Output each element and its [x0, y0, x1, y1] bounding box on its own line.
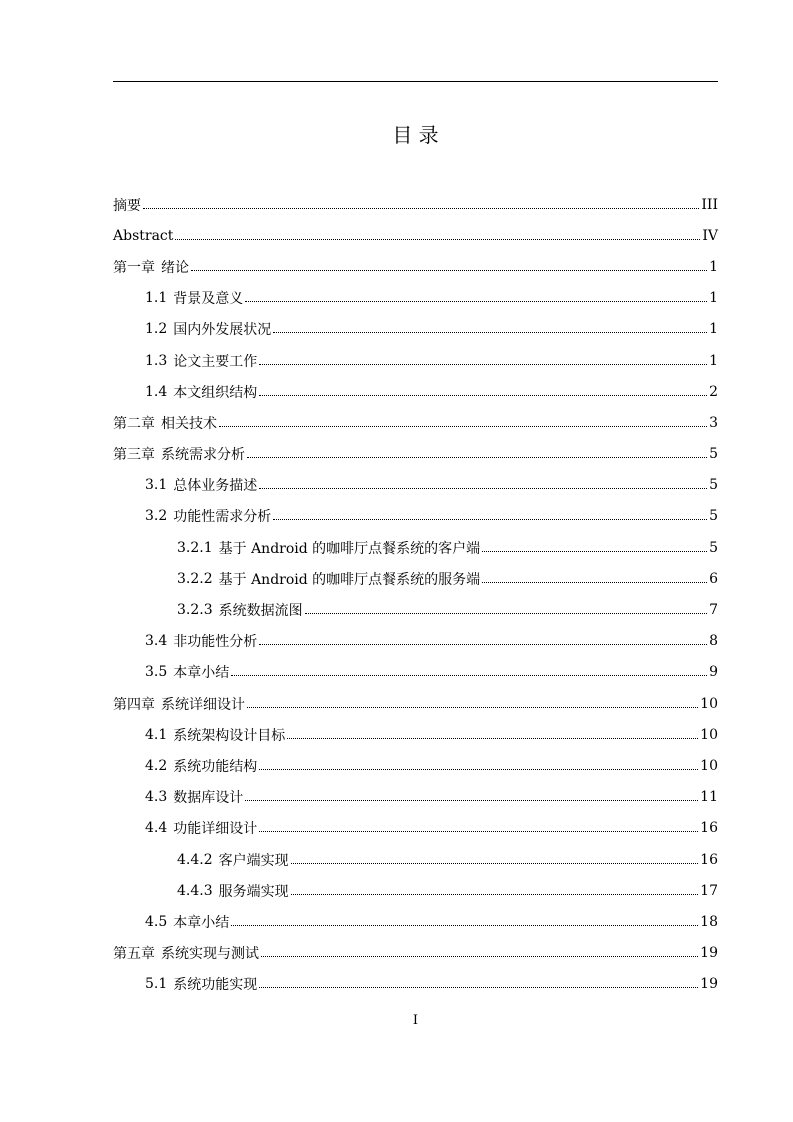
toc-entry-title: 客户端实现	[218, 852, 289, 869]
toc-entry[interactable]	[113, 844, 718, 875]
toc-entry-title: Abstract	[113, 227, 174, 244]
toc-entry-number: 5.1	[145, 976, 168, 993]
toc-entry-title: 系统需求分析	[161, 447, 245, 464]
toc-entry[interactable]	[113, 501, 718, 532]
toc-dot-leader	[219, 426, 707, 427]
toc-entry-number: 3.2.1	[177, 539, 213, 556]
toc-entry-number: 4.2	[145, 757, 168, 774]
toc-entry-number: 4.4.2	[177, 851, 213, 868]
toc-entry-title: 摘要	[113, 197, 141, 214]
toc-dot-leader	[259, 488, 707, 489]
toc-entry-number: 4.3	[145, 789, 168, 806]
toc-entry-title: 服务端实现	[218, 883, 289, 900]
toc-dot-leader	[259, 831, 698, 832]
toc-entry-page: 10	[700, 726, 718, 743]
toc-entry[interactable]	[113, 532, 718, 563]
toc-entry[interactable]	[113, 969, 718, 1000]
toc-dot-leader	[261, 956, 698, 957]
toc-entry-page: 5	[709, 508, 718, 525]
toc-entry-number: 3.2.2	[177, 570, 213, 587]
toc-entry-page: 1	[709, 290, 718, 307]
toc-entry[interactable]	[113, 782, 718, 813]
toc-dot-leader	[245, 301, 707, 302]
header-rule	[113, 81, 718, 82]
toc-entry[interactable]	[113, 906, 718, 937]
toc-entry[interactable]	[113, 813, 718, 844]
toc-dot-leader	[143, 208, 699, 209]
toc-entry[interactable]	[113, 314, 718, 345]
toc-entry[interactable]	[113, 719, 718, 750]
toc-entry-page: 17	[700, 882, 718, 899]
toc-entry-title: 本章小结	[173, 914, 230, 931]
toc-entry-title: 系统功能实现	[173, 977, 258, 994]
toc-entry[interactable]	[113, 189, 718, 220]
toc-entry-page: 9	[709, 664, 718, 681]
toc-entry[interactable]	[113, 220, 718, 251]
page-number: I	[412, 1013, 419, 1028]
toc-entry-title: 系统数据流图	[218, 603, 303, 620]
toc-entry-page: 10	[700, 695, 718, 712]
toc-entry-page: 5	[709, 446, 718, 463]
toc-entry-number: 3.4	[145, 633, 168, 650]
toc-entry[interactable]	[113, 563, 718, 594]
toc-entry-title: 系统实现与测试	[161, 946, 259, 963]
toc-entry-page: 8	[709, 633, 718, 650]
toc-dot-leader	[305, 613, 707, 614]
toc-entry-title: 系统详细设计	[161, 696, 245, 713]
toc-dot-leader	[175, 239, 700, 240]
toc-dot-leader	[259, 769, 698, 770]
toc-entry-title: 论文主要工作	[173, 353, 258, 370]
toc-entry[interactable]	[113, 470, 718, 501]
toc-dot-leader	[273, 519, 707, 520]
toc-entry[interactable]	[113, 688, 718, 719]
toc-entry-number: 3.5	[145, 664, 168, 681]
toc-dot-leader	[231, 925, 698, 926]
toc-entry[interactable]	[113, 439, 718, 470]
toc-entry-page: IV	[702, 227, 718, 244]
toc-dot-leader	[273, 332, 707, 333]
toc-entry-number: 1.2	[145, 321, 168, 338]
toc-entry[interactable]	[113, 345, 718, 376]
toc-dot-leader	[259, 395, 707, 396]
toc-entry-number: 4.4	[145, 820, 168, 837]
toc-dot-leader	[245, 800, 698, 801]
page-title: 目 录	[392, 123, 439, 147]
toc-entry-page: 5	[709, 477, 718, 494]
toc-dot-leader	[291, 894, 699, 895]
toc-entry-number: 第五章	[113, 946, 155, 963]
toc-entry[interactable]	[113, 938, 718, 969]
toc-entry-title: 非功能性分析	[173, 634, 258, 651]
toc-entry-page: 5	[709, 539, 718, 556]
toc-entry[interactable]	[113, 594, 718, 625]
toc-entry-page: 19	[700, 976, 718, 993]
toc-entry-title: 背景及意义	[173, 291, 244, 308]
toc-dot-leader	[259, 644, 707, 645]
toc-entry-number: 第二章	[113, 415, 155, 432]
toc-dot-leader	[247, 707, 698, 708]
toc-entry-title: 功能详细设计	[173, 821, 258, 838]
toc-entry[interactable]	[113, 407, 718, 438]
toc-entry-page: 19	[700, 945, 718, 962]
toc-entry-title: 相关技术	[161, 415, 217, 432]
toc-entry-title: 系统架构设计目标	[173, 727, 286, 744]
toc-entry-number: 3.2	[145, 508, 168, 525]
toc-entry-page: 18	[700, 913, 718, 930]
toc-entry-title: 绪论	[161, 259, 189, 276]
toc-entry-number: 3.1	[145, 477, 168, 494]
toc-entry[interactable]	[113, 875, 718, 906]
toc-entry-number: 1.1	[145, 290, 168, 307]
toc-entry-number: 1.3	[145, 352, 168, 369]
toc-dot-leader	[291, 863, 699, 864]
toc-entry-page: 16	[700, 851, 718, 868]
toc-entry-number: 第三章	[113, 447, 155, 464]
toc-entry-number: 4.1	[145, 726, 168, 743]
toc-entry-number: 1.4	[145, 383, 168, 400]
toc-entry-number: 3.2.3	[177, 602, 213, 619]
toc-dot-leader	[482, 582, 707, 583]
toc-entry-page: 1	[709, 258, 718, 275]
toc-dot-leader	[259, 987, 698, 988]
toc-entry-page: 1	[709, 321, 718, 338]
toc-dot-leader	[247, 457, 707, 458]
toc-entry[interactable]	[113, 750, 718, 781]
toc-entry[interactable]	[113, 657, 718, 688]
toc-entry-number: 4.5	[145, 913, 168, 930]
toc-entry[interactable]	[113, 251, 718, 282]
toc-entry-title: 系统功能结构	[173, 758, 258, 775]
toc-entry-number: 4.4.3	[177, 882, 213, 899]
toc-entry-page: 3	[709, 414, 718, 431]
toc-entry-page: 2	[709, 383, 718, 400]
toc-entry-page: 7	[709, 602, 718, 619]
toc-entry-title: 功能性需求分析	[173, 509, 272, 526]
toc-entry-title: 总体业务描述	[173, 478, 258, 495]
toc-entry-page: 10	[700, 757, 718, 774]
toc-dot-leader	[231, 675, 707, 676]
toc-entry-title: 基于 Android 的咖啡厅点餐系统的客户端	[218, 540, 481, 557]
toc-dot-leader	[191, 270, 707, 271]
table-of-contents	[113, 189, 718, 1000]
toc-entry-number: 第一章	[113, 259, 155, 276]
toc-entry-title: 基于 Android 的咖啡厅点餐系统的服务端	[218, 571, 481, 588]
toc-entry-page: III	[701, 196, 718, 213]
toc-entry-page: 11	[700, 789, 718, 806]
toc-entry-title: 本文组织结构	[173, 384, 258, 401]
toc-entry[interactable]	[113, 283, 718, 314]
toc-dot-leader	[287, 738, 698, 739]
toc-entry[interactable]	[113, 376, 718, 407]
toc-entry-title: 本章小结	[173, 665, 230, 682]
toc-entry-title: 数据库设计	[173, 790, 244, 807]
toc-entry-page: 16	[700, 820, 718, 837]
toc-entry[interactable]	[113, 626, 718, 657]
toc-entry-number: 第四章	[113, 696, 155, 713]
toc-entry-title: 国内外发展状况	[173, 322, 272, 339]
toc-dot-leader	[259, 364, 707, 365]
toc-entry-page: 1	[709, 352, 718, 369]
toc-dot-leader	[482, 551, 707, 552]
toc-entry-page: 6	[709, 570, 718, 587]
